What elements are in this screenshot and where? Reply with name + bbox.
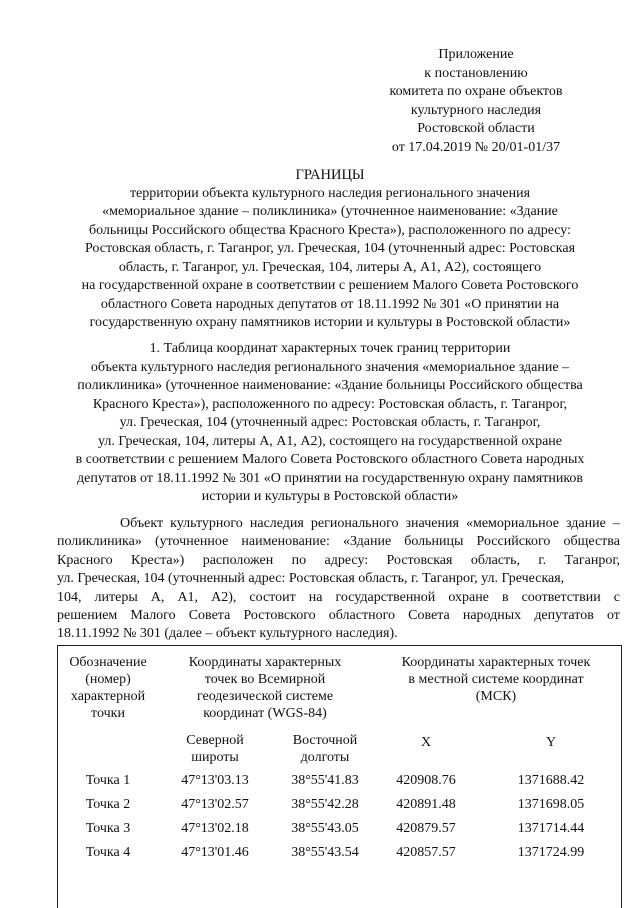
paragraph-word: Малого bbox=[130, 608, 176, 624]
paragraph-word: с bbox=[613, 589, 620, 605]
paragraph-word: адресу: bbox=[324, 552, 369, 568]
title-line: областного Совета народных депутатов от 18.11.1992 № 301 «О принятии на bbox=[100, 296, 560, 312]
paragraph-word: Ростовского bbox=[243, 608, 316, 624]
section-line: Красного Креста»), расположенного по адресу: Ростовская область, г. Таганрог, bbox=[92, 396, 568, 412]
header-wgs84: Координаты характерных точек во Всемирной геодезической системе координат (WGS-84) bbox=[188, 655, 342, 721]
paragraph-word: г. bbox=[538, 552, 547, 568]
section-line: депутатов от 18.11.1992 № 301 «О принятии на государственную охрану памятников bbox=[76, 470, 584, 486]
paragraph-word: Ростовская bbox=[386, 552, 453, 568]
paragraph-word: решением bbox=[57, 608, 118, 624]
paragraph-word: Креста») bbox=[131, 552, 185, 568]
paragraph-word: литеры bbox=[94, 589, 138, 605]
point-id: Точка 4 bbox=[85, 845, 131, 860]
paragraph-word: Объект bbox=[120, 516, 164, 531]
y-coordinate: 1371714.44 bbox=[517, 821, 585, 836]
paragraph-word: Таганрог, bbox=[564, 552, 620, 568]
paragraph-line-6 bbox=[57, 607, 620, 625]
paragraph-word: поликлиника» bbox=[57, 534, 142, 550]
paragraph-word: Совета bbox=[408, 608, 450, 624]
paragraph-line-7: 18.11.1992 № 301 (далее – объект культурного наследия). bbox=[57, 626, 398, 642]
longitude: 38°55'43.54 bbox=[291, 845, 359, 860]
paragraph-word: регионального bbox=[310, 516, 399, 531]
x-coordinate: 420891.48 bbox=[396, 797, 456, 812]
body-paragraph bbox=[84, 515, 620, 533]
section-line: поликлиника» (уточненное наименование: «Здание больницы Российского общества bbox=[77, 378, 583, 393]
x-coordinate: 420879.57 bbox=[396, 821, 456, 836]
header-point-id: Обозначение (номер) характерной точки bbox=[69, 655, 147, 721]
paragraph-word: областного bbox=[328, 608, 395, 624]
paragraph-word: А1, bbox=[177, 589, 199, 605]
title-line: на государственной охране в соответствии с решением Малого Совета Ростовского bbox=[81, 278, 579, 293]
paragraph-word: больницы bbox=[404, 534, 464, 550]
paragraph-word: народных bbox=[462, 608, 522, 624]
body-paragraph-cont bbox=[57, 533, 620, 643]
longitude: 38°55'41.83 bbox=[291, 773, 359, 788]
paragraph-word: культурного bbox=[170, 516, 243, 531]
section-line: в соответствии с решением Малого Совета Ростовского областного Совета народных bbox=[75, 452, 585, 467]
appendix-block bbox=[356, 46, 596, 157]
paragraph-line-2 bbox=[57, 533, 620, 551]
paragraph-word: Российского bbox=[476, 534, 551, 550]
header-latitude: Северной широты bbox=[186, 733, 244, 765]
y-coordinate: 1371688.42 bbox=[517, 773, 585, 788]
paragraph-word: наименование: bbox=[241, 534, 330, 550]
section-line: ул. Греческая, 104, литеры А, А1, А2), состоящего на государственной охране bbox=[97, 433, 563, 449]
paragraph-word: от bbox=[606, 608, 620, 624]
document-title bbox=[40, 166, 620, 333]
paragraph-word: А, bbox=[150, 589, 165, 605]
title-line: Ростовская область, г. Таганрог, ул. Греческая, 104 (уточненный адрес: Ростовская bbox=[84, 241, 576, 256]
paragraph-word: «мемориальное bbox=[465, 516, 559, 531]
appendix-line: комитета по охране объектов bbox=[389, 84, 563, 99]
appendix-line: Приложение bbox=[438, 47, 514, 62]
paragraph-line-5 bbox=[57, 589, 620, 607]
appendix-line: культурного наследия bbox=[410, 102, 542, 118]
point-id: Точка 1 bbox=[85, 773, 131, 788]
title-heading: ГРАНИЦЫ bbox=[295, 167, 365, 183]
paragraph-word: наследия bbox=[249, 516, 304, 531]
point-id: Точка 2 bbox=[85, 797, 131, 812]
y-coordinate: 1371698.05 bbox=[517, 797, 585, 812]
title-line: область, г. Таганрог, ул. Греческая, 104, литеры А, А1, А2), состоящего bbox=[118, 259, 542, 275]
section-heading bbox=[40, 340, 620, 507]
section-line: истории и культуры в Ростовской области» bbox=[201, 489, 459, 504]
paragraph-word: государственной bbox=[335, 589, 436, 605]
appendix-line: Ростовской области bbox=[417, 121, 535, 136]
header-x: X bbox=[420, 735, 432, 750]
latitude: 47°13'02.57 bbox=[181, 797, 249, 812]
latitude: 47°13'02.18 bbox=[181, 821, 249, 836]
latitude: 47°13'01.46 bbox=[181, 845, 249, 860]
paragraph-word: здание bbox=[566, 516, 606, 531]
paragraph-word: по bbox=[291, 552, 307, 568]
point-id: Точка 3 bbox=[85, 821, 131, 836]
paragraph-word: в bbox=[501, 589, 509, 605]
header-y: Y bbox=[545, 735, 557, 750]
paragraph-word: 104, bbox=[57, 589, 82, 605]
section-line: ул. Греческая, 104 (уточненный адрес: Ростовская область, г. Таганрог, bbox=[119, 415, 541, 430]
paragraph-word: значения bbox=[405, 516, 459, 531]
paragraph-word: А2), bbox=[211, 589, 237, 605]
paragraph-line-3 bbox=[57, 552, 620, 570]
paragraph-word: депутатов bbox=[534, 608, 594, 624]
paragraph-word: охране bbox=[448, 589, 489, 605]
paragraph-word: соответствии bbox=[521, 589, 601, 605]
title-line: «мемориальное здание – поликлиника» (уточненное наименование: «Здание bbox=[102, 204, 558, 219]
x-coordinate: 420908.76 bbox=[396, 773, 456, 788]
appendix-line: от 17.04.2019 № 20/01-01/37 bbox=[391, 139, 561, 155]
paragraph-word: на bbox=[308, 589, 323, 605]
longitude: 38°55'43.05 bbox=[291, 821, 359, 836]
paragraph-word: – bbox=[612, 516, 620, 531]
paragraph-line-1 bbox=[84, 515, 620, 533]
paragraph-word: (уточненное bbox=[154, 534, 229, 550]
paragraph-word: «Здание bbox=[342, 534, 392, 550]
paragraph-word: общества bbox=[563, 534, 620, 550]
longitude: 38°55'42.28 bbox=[291, 797, 359, 812]
title-line: территории объекта культурного наследия регионального значения bbox=[129, 185, 531, 201]
latitude: 47°13'03.13 bbox=[181, 773, 249, 788]
title-line: государственную охрану памятников истории и культуры в Ростовской области» bbox=[89, 315, 571, 330]
header-msk: Координаты характерных точек в местной системе координат (МСК) bbox=[401, 655, 591, 704]
coordinates-table bbox=[57, 645, 622, 908]
paragraph-word: расположен bbox=[202, 552, 274, 568]
paragraph-word: Совета bbox=[188, 608, 231, 624]
section-line: 1. Таблица координат характерных точек границ территории bbox=[149, 341, 511, 356]
appendix-line: к постановлению bbox=[424, 65, 528, 81]
section-line: объекта культурного наследия регионального значения «мемориальное здание – bbox=[90, 359, 570, 375]
y-coordinate: 1371724.99 bbox=[517, 845, 585, 860]
x-coordinate: 420857.57 bbox=[396, 845, 456, 860]
title-line: больницы Российского общества Красного Креста»), расположенного по адресу: bbox=[88, 222, 572, 238]
header-longitude: Восточной долготы bbox=[292, 733, 358, 765]
paragraph-word: Красного bbox=[57, 552, 113, 568]
paragraph-word: состоит bbox=[249, 589, 296, 605]
paragraph-line-4: ул. Греческая, 104 (уточненный адрес: Ростовская область, г. Таганрог, ул. Греческая, bbox=[57, 571, 565, 587]
paragraph-word: область, bbox=[470, 552, 521, 568]
